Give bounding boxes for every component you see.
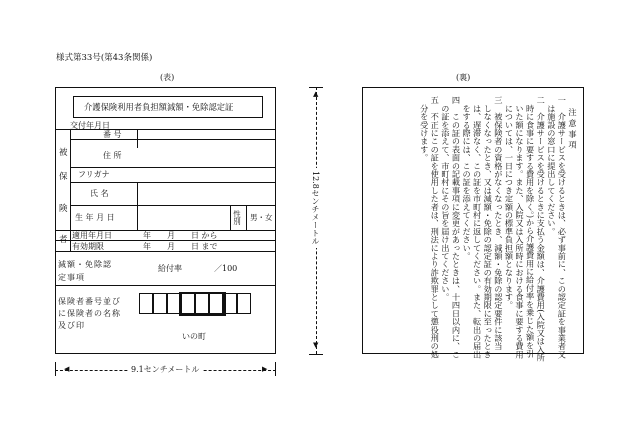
front-side-label: (表) [160,73,175,82]
expiry-label: 有効期限 [72,242,104,251]
note-line: 四 この証の表面の記載事項に変更があったときは、十四日以内に、こ [451,96,462,359]
issue-date-label: 交付年月日 [70,121,110,130]
insured-label-3: 険 [59,204,68,214]
note-line: は、遅滞なく、この証を市町村に返してください。また、転出の届出 [472,96,483,359]
width-arrow-left: ◀ [64,365,70,373]
note-line: 五 不正にこの証を使用した者は、刑法により詐欺罪として懲役刑の処 [430,96,441,359]
note-line: は施設の窓口に提出してください。 [546,96,557,236]
note-line: 時に食事に要する費用を除く。)から介護費用に給付率を乗じた額を引 [525,96,536,358]
note-line: 二 介護サービスを受けるときに支払う金額は、介護費用(入院又は入所 [536,96,547,362]
note-line: 一 介護サービスを受けるときは、必ず事前に、この認定証を事業者又 [557,96,568,359]
number-label: 番 号 [103,130,122,139]
benefit-rate-label: 給付率 [158,264,182,273]
note-line: の証を添えて、市町村にその旨を届け出てください。 [440,96,451,301]
insurer-label: 保険者番号並びに保険者の名称及び印 [58,297,121,330]
height-arrow-top: ▲ [313,90,319,98]
benefit-rate-value: ／100 [214,264,238,273]
insurer-number-box-1 [139,293,153,314]
sex-label: 性別 [232,210,242,225]
insurer-name: いの町 [182,332,206,341]
back-notes [419,96,578,362]
name-label: 氏 名 [90,189,109,198]
card-title: 介護保険利用者負担額減額・免除認定証 [84,102,234,112]
note-line: 三 被保険者の資格がなくなったとき、減額・免除の認定要件に該当 [493,96,504,351]
insurer-number-box-2 [153,293,167,314]
furigana-label: フリガナ [78,170,110,179]
insured-label-2: 保 [59,172,68,182]
form-number: 様式第33号(第43条関係) [56,53,153,63]
note-line: 注 意 事 項 [568,108,578,149]
address-label: 住 所 [103,151,122,160]
note-line: 分を受けます。 [419,96,430,162]
insured-label-4: 者 [59,235,68,245]
note-line: をする際には、この証を添えてください。 [462,96,473,260]
reduction-label: 減額・免除認定事項 [58,260,112,282]
start-date-label: 適用年月日 [72,231,112,240]
note-line: については、一日につき定額の標準負担額となります。 [504,96,515,310]
note-line: しなくなったとき、又は減額・免除の認定証の有効期限に至ったとき [483,96,494,359]
note-line: いた額になります。また、入院又は入所時における食事に要する費用 [515,96,526,359]
birthdate-label: 生 年 月 日 [75,213,115,222]
expiry-value: 年 月 日 まで [143,242,218,251]
back-side-label: (裏) [456,73,471,82]
width-label: 9.1センチメートル [128,366,202,374]
height-arrow-bottom: ▼ [313,341,319,349]
insurer-number-box-8 [237,293,251,314]
width-arrow-right: ▶ [262,365,268,373]
sex-options: 男・女 [250,213,273,222]
height-label: 12.8センチメートル [311,168,319,248]
insurer-number-highlight [179,292,226,316]
start-date-value: 年 月 日 から [143,231,218,240]
insured-label-1: 被 [59,148,68,158]
